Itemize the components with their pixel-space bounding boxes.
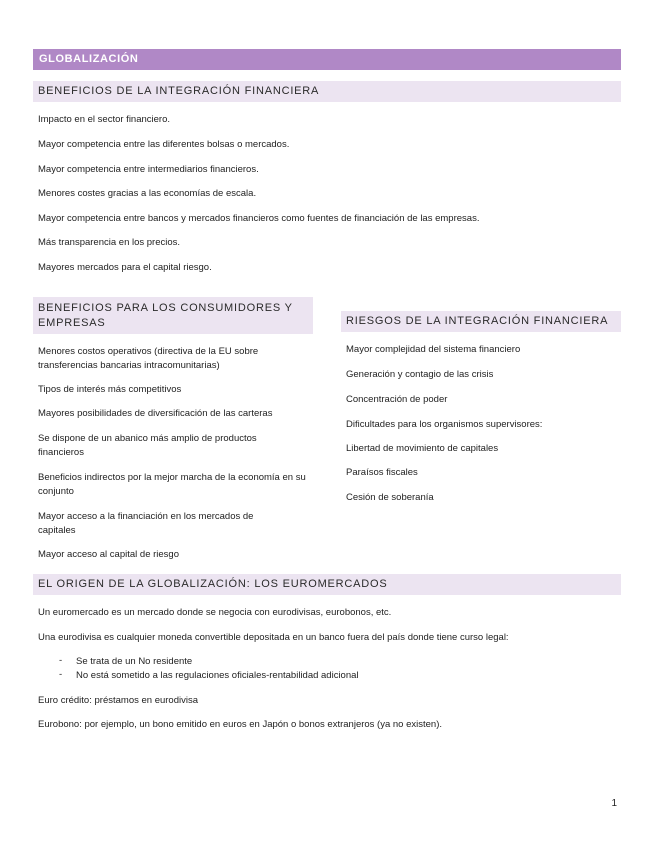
paragraph: Generación y contagio de las crisis: [346, 369, 494, 380]
section-heading-origen: EL ORIGEN DE LA GLOBALIZACIÓN: LOS EUROMERCADOS: [33, 574, 621, 595]
paragraph: Paraísos fiscales: [346, 467, 418, 478]
paragraph: Mayores mercados para el capital riesgo.: [38, 262, 212, 273]
section-heading-beneficios-integracion: BENEFICIOS DE LA INTEGRACIÓN FINANCIERA: [33, 81, 621, 102]
page-title: GLOBALIZACIÓN: [33, 49, 621, 70]
paragraph: Beneficios indirectos por la mejor marcha de la economía en su conjunto: [38, 472, 306, 497]
paragraph: Mayor competencia entre intermediarios financieros.: [38, 164, 259, 175]
page-number: 1: [611, 798, 617, 809]
paragraph: Tipos de interés más competitivos: [38, 384, 182, 395]
paragraph: Dificultades para los organismos supervisores:: [346, 419, 543, 430]
paragraph: Euro crédito: préstamos en eurodivisa: [38, 695, 198, 706]
paragraph: Eurobono: por ejemplo, un bono emitido en euros en Japón o bonos extranjeros (ya no existen).: [38, 719, 443, 730]
paragraph: Mayor acceso a la financiación en los mercados de capitales: [38, 511, 254, 536]
paragraph: Se dispone de un abanico más amplio de productos financieros: [38, 433, 257, 458]
paragraph: Concentración de poder: [346, 394, 448, 405]
paragraph: Mayores posibilidades de diversificación de las carteras: [38, 408, 273, 419]
paragraph: Menores costos operativos (directiva de la EU sobre transferencias bancarias intracomunitarias): [38, 346, 259, 371]
paragraph: Mayor acceso al capital de riesgo: [38, 549, 179, 560]
paragraph: Cesión de soberanía: [346, 492, 434, 503]
paragraph: Mayor competencia entre las diferentes bolsas o mercados.: [38, 139, 290, 150]
list-item: No está sometido a las regulaciones oficiales-rentabilidad adicional: [76, 670, 359, 681]
section-heading-beneficios-consumidores: BENEFICIOS PARA LOS CONSUMIDORES Y EMPRESAS: [33, 297, 313, 334]
section-heading-riesgos: RIESGOS DE LA INTEGRACIÓN FINANCIERA: [341, 311, 621, 332]
list-item: Se trata de un No residente: [76, 656, 193, 667]
paragraph: Mayor competencia entre bancos y mercados financieros como fuentes de financiación de las empresas.: [38, 213, 480, 224]
bullet-marker: -: [59, 655, 63, 666]
paragraph: Un euromercado es un mercado donde se negocia con eurodivisas, eurobonos, etc.: [38, 607, 392, 618]
paragraph: Una eurodivisa es cualquier moneda convertible depositada en un banco fuera del país donde tiene curso legal:: [38, 632, 509, 643]
paragraph: Impacto en el sector financiero.: [38, 114, 171, 125]
paragraph: Mayor complejidad del sistema financiero: [346, 344, 521, 355]
paragraph: Más transparencia en los precios.: [38, 237, 181, 248]
paragraph: Libertad de movimiento de capitales: [346, 443, 499, 454]
bullet-marker: -: [59, 669, 63, 680]
paragraph: Menores costes gracias a las economías de escala.: [38, 188, 257, 199]
